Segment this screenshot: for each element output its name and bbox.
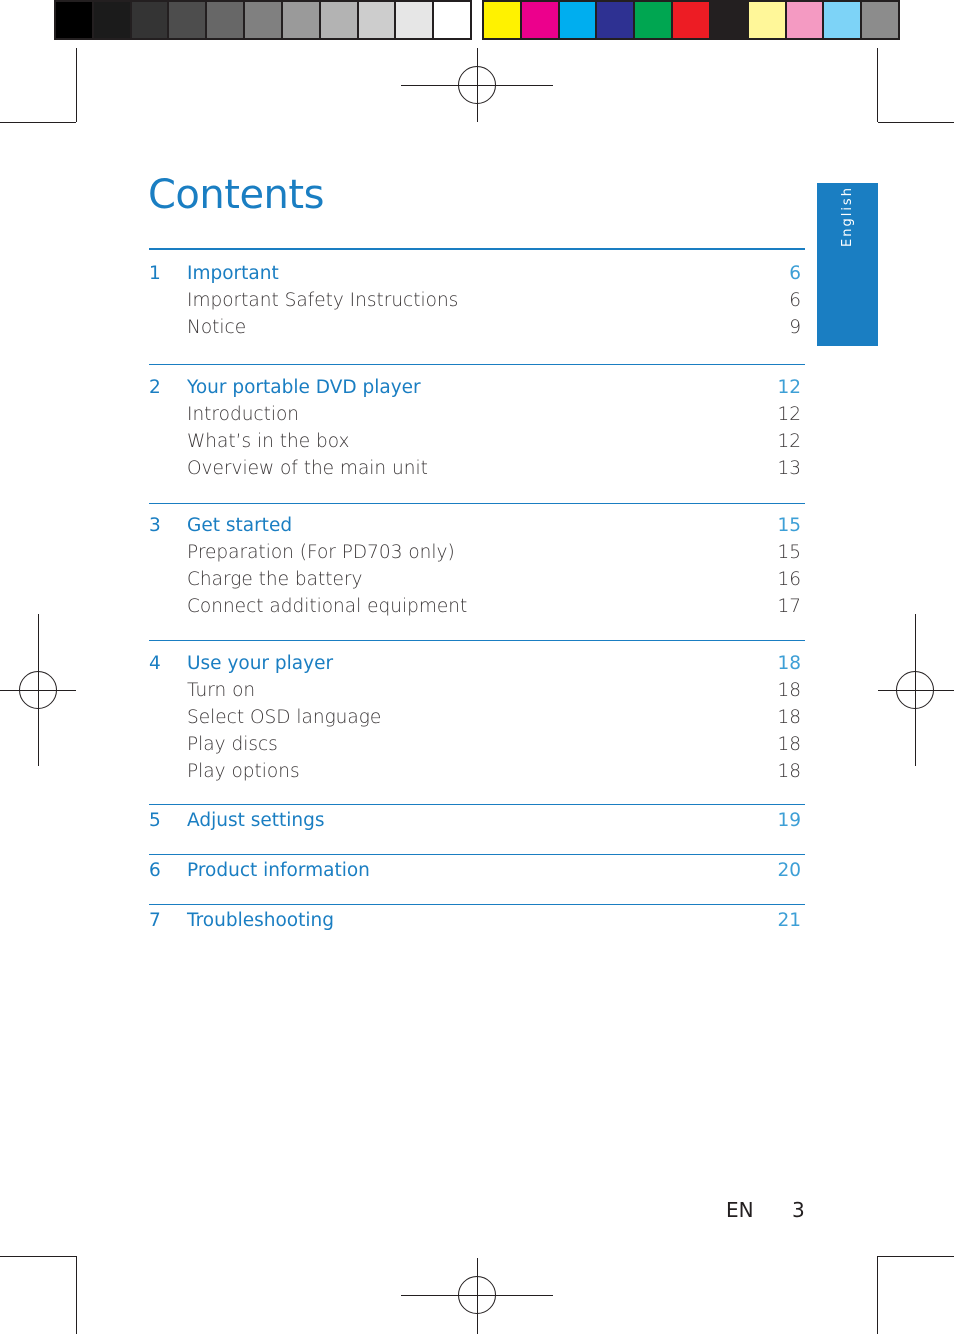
registration-circle — [896, 671, 934, 709]
subentry-title: Introduction — [187, 404, 300, 425]
chapter-page: 19 — [777, 810, 801, 831]
color-swatch — [862, 2, 898, 38]
crop-mark — [0, 1256, 76, 1257]
toc-subentry[interactable] — [149, 314, 805, 341]
color-swatch — [434, 2, 470, 38]
subentry-title: Important Safety Instructions — [187, 290, 459, 311]
color-swatch — [359, 2, 397, 38]
toc-chapter-entry[interactable] — [149, 807, 805, 834]
color-swatch — [597, 2, 635, 38]
language-tab-label: English — [840, 186, 855, 247]
crop-mark — [877, 1256, 878, 1334]
color-swatch — [207, 2, 245, 38]
chapter-title: Your portable DVD player — [187, 377, 421, 398]
crop-mark — [76, 1256, 77, 1334]
toc-section — [149, 904, 805, 934]
chapter-number: 1 — [149, 263, 161, 284]
toc-chapter-entry[interactable] — [149, 650, 805, 677]
crop-mark — [0, 122, 76, 123]
toc-subentry[interactable] — [149, 287, 805, 314]
crop-mark — [878, 1256, 954, 1257]
subentry-page: 6 — [789, 290, 801, 311]
registration-circle — [19, 671, 57, 709]
chapter-number: 2 — [149, 377, 161, 398]
chapter-title: Adjust settings — [187, 810, 325, 831]
toc-subentry[interactable] — [149, 401, 805, 428]
subentry-page: 9 — [789, 317, 801, 338]
toc-chapter-entry[interactable] — [149, 907, 805, 934]
color-swatch — [522, 2, 560, 38]
color-swatch — [673, 2, 711, 38]
chapter-page: 12 — [777, 377, 801, 398]
color-swatch — [56, 2, 94, 38]
toc-subentry[interactable] — [149, 758, 805, 785]
chapter-number: 7 — [149, 910, 161, 931]
toc-subentry[interactable] — [149, 539, 805, 566]
subentry-page: 12 — [777, 431, 801, 452]
chapter-page: 21 — [777, 910, 801, 931]
crop-mark — [878, 122, 954, 123]
registration-circle — [458, 66, 496, 104]
chapter-page: 6 — [789, 263, 801, 284]
color-swatch — [169, 2, 207, 38]
toc-section — [149, 640, 805, 804]
subentry-page: 13 — [777, 458, 801, 479]
toc-subentry[interactable] — [149, 566, 805, 593]
subentry-title: Connect additional equipment — [187, 596, 468, 617]
color-swatch — [94, 2, 132, 38]
color-swatch — [245, 2, 283, 38]
grayscale-calibration-bar — [54, 0, 472, 40]
subentry-page: 16 — [777, 569, 801, 590]
color-swatch — [132, 2, 170, 38]
toc-section — [149, 854, 805, 904]
toc-subentry[interactable] — [149, 731, 805, 758]
chapter-page: 15 — [777, 515, 801, 536]
subentry-title: Turn on — [187, 680, 256, 701]
subentry-title: Notice — [187, 317, 247, 338]
chapter-number: 3 — [149, 515, 161, 536]
chapter-number: 4 — [149, 653, 161, 674]
chapter-page: 18 — [777, 653, 801, 674]
subentry-page: 18 — [777, 680, 801, 701]
subentry-page: 18 — [777, 734, 801, 755]
toc-section — [149, 804, 805, 854]
color-swatch — [484, 2, 522, 38]
crop-mark — [877, 48, 878, 122]
page-number: 3 — [792, 1198, 805, 1222]
table-of-contents — [149, 248, 805, 934]
chapter-number: 6 — [149, 860, 161, 881]
color-swatch — [824, 2, 862, 38]
toc-subentry[interactable] — [149, 593, 805, 620]
footer-language-code: EN — [726, 1198, 754, 1222]
subentry-page: 15 — [777, 542, 801, 563]
chapter-title: Get started — [187, 515, 293, 536]
color-swatch — [283, 2, 321, 38]
language-tab — [817, 183, 878, 346]
subentry-page: 12 — [777, 404, 801, 425]
color-swatch — [560, 2, 598, 38]
chapter-title: Product information — [187, 860, 370, 881]
chapter-title: Use your player — [187, 653, 334, 674]
subentry-title: What’s in the box — [187, 431, 350, 452]
subentry-title: Overview of the main unit — [187, 458, 428, 479]
chapter-page: 20 — [777, 860, 801, 881]
subentry-page: 18 — [777, 707, 801, 728]
chapter-number: 5 — [149, 810, 161, 831]
subentry-title: Preparation (For PD703 only) — [187, 542, 455, 563]
crop-mark — [76, 48, 77, 122]
chapter-title: Important — [187, 263, 279, 284]
page-title: Contents — [148, 172, 324, 218]
toc-subentry[interactable] — [149, 455, 805, 482]
toc-section — [149, 364, 805, 503]
subentry-title: Play options — [187, 761, 300, 782]
subentry-page: 17 — [777, 596, 801, 617]
subentry-title: Select OSD language — [187, 707, 382, 728]
toc-subentry[interactable] — [149, 428, 805, 455]
toc-chapter-entry[interactable] — [149, 374, 805, 401]
toc-chapter-entry[interactable] — [149, 512, 805, 539]
registration-circle — [458, 1276, 496, 1314]
color-swatch — [635, 2, 673, 38]
subentry-title: Charge the battery — [187, 569, 363, 590]
chapter-title: Troubleshooting — [187, 910, 334, 931]
toc-chapter-entry[interactable] — [149, 260, 805, 287]
color-swatch — [321, 2, 359, 38]
toc-section — [149, 248, 805, 364]
subentry-title: Play discs — [187, 734, 278, 755]
color-swatch — [396, 2, 434, 38]
toc-subentry[interactable] — [149, 677, 805, 704]
color-calibration-bar — [482, 0, 900, 40]
color-swatch — [787, 2, 825, 38]
subentry-page: 18 — [777, 761, 801, 782]
color-swatch — [749, 2, 787, 38]
toc-chapter-entry[interactable] — [149, 857, 805, 884]
toc-subentry[interactable] — [149, 704, 805, 731]
color-swatch — [711, 2, 749, 38]
toc-section — [149, 503, 805, 640]
